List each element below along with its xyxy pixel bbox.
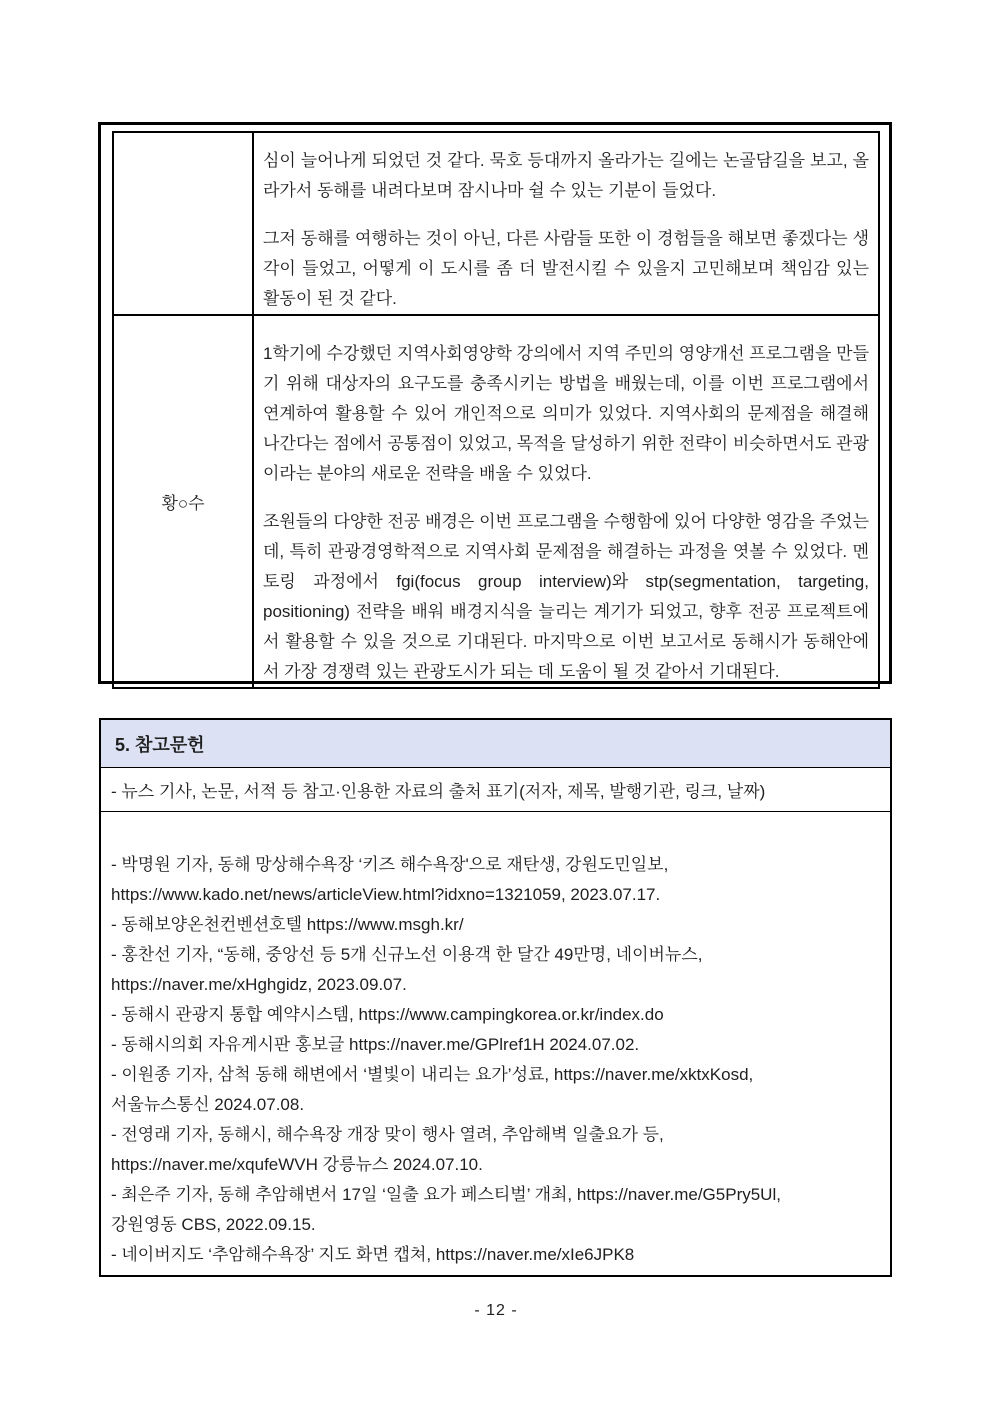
review-table [112, 131, 880, 689]
reference-line: - 동해시 관광지 통합 예약시스템, https://www.campingkorea.or.kr/index.do [111, 1005, 664, 1024]
review-row [113, 315, 879, 688]
reference-line: 서울뉴스통신 2024.07.08. [111, 1095, 305, 1114]
review-table-frame [98, 122, 892, 684]
reference-line: - 박명원 기자, 동해 망상해수욕장 ‘키즈 해수욕장'으로 재탄생, 강원도민일보, [111, 855, 669, 874]
references-description-row [101, 768, 890, 812]
review-paragraph: 그저 동해를 여행하는 것이 아닌, 다른 사람들 또한 이 경험들을 해보면 좋겠다는 생각이 들었고, 어떻게 이 도시를 좀 더 발전시킬 수 있을지 고민해보며 책임감 있는 활동이 된 것 같다. [263, 229, 869, 308]
page-number: - 12 - [474, 1302, 518, 1319]
reference-line: - 최은주 기자, 동해 추암해변서 17일 ‘일출 요가 페스티벌’ 개최, https://naver.me/G5Pry5Ul, [111, 1185, 781, 1204]
reference-line: https://naver.me/xHghgidz, 2023.09.07. [111, 975, 407, 994]
reference-line: - 동해시의회 자유게시판 홍보글 https://naver.me/GPlref1H 2024.07.02. [111, 1035, 640, 1054]
references-section-title: 5. 참고문헌 [115, 734, 205, 755]
review-paragraph: 심이 늘어나게 되었던 것 같다. 묵호 등대까지 올라가는 길에는 논골담길을 보고, 올라가서 동해를 내려다보며 잠시나마 쉴 수 있는 기분이 들었다. [263, 151, 869, 200]
references-section-header [101, 720, 890, 768]
reference-line: - 전영래 기자, 동해시, 해수욕장 개장 맞이 행사 열려, 추암해벽 일출요가 등, [111, 1125, 664, 1144]
reference-line: - 동해보양온천컨벤션호텔 https://www.msgh.kr/ [111, 915, 464, 934]
reference-line: 강원영동 CBS, 2022.09.15. [111, 1215, 316, 1234]
review-paragraph: 조원들의 다양한 전공 배경은 이번 프로그램을 수행함에 있어 다양한 영감을 주었는데, 특히 관광경영학적으로 지역사회 문제점을 해결하는 과정을 엿볼 수 있었다. 멘토링 과정에서 fgi(focus group interview)와 stp(segmentation, targeting, positioning) 전략을 배워 배경지식을 늘리는 계기가 되었고, 향후 전공 프로젝트에서 활용할 수 있을 것으로 기대된다. 마지막으로 이번 보고서로 동해시가 동해안에서 가장 경쟁력 있는 관광도시가 되는 데 도움이 될 것 같아서 기대된다. [263, 512, 869, 681]
reference-line: https://www.kado.net/news/articleView.html?idxno=1321059, 2023.07.17. [111, 885, 661, 904]
reference-line: - 이원종 기자, 삼척 동해 해변에서 ‘별빛이 내리는 요가’성료, https://naver.me/xktxKosd, [111, 1065, 754, 1084]
reference-line: - 홍찬선 기자, “동해, 중앙선 등 5개 신규노선 이용객 한 달간 49만명, 네이버뉴스, [111, 945, 703, 964]
review-row [113, 132, 879, 315]
reference-line: - 네이버지도 ‘추암해수욕장’ 지도 화면 캡쳐, https://naver.me/xIe6JPK8 [111, 1245, 635, 1264]
review-paragraph: 1학기에 수강했던 지역사회영양학 강의에서 지역 주민의 영양개선 프로그램을 만들기 위해 대상자의 요구도를 충족시키는 방법을 배웠는데, 이를 이번 프로그램에서 연계하여 활용할 수 있어 개인적으로 의미가 있었다. 지역사회의 문제점을 해결해 나간다는 점에서 공통점이 있었고, 목적을 달성하기 위한 전략이 비슷하면서도 관광이라는 분야의 새로운 전략을 배울 수 있었다. [263, 344, 869, 483]
review-text-cell [253, 132, 879, 315]
reviewer-name-cell [113, 132, 253, 315]
reference-line: https://naver.me/xqufeWVH 강릉뉴스 2024.07.10. [111, 1155, 483, 1174]
reviewer-name-cell: 황○수 [113, 315, 253, 688]
references-list [101, 812, 890, 1275]
references-section-frame [99, 718, 892, 1277]
review-text-cell [253, 315, 879, 688]
references-description: - 뉴스 기사, 논문, 서적 등 참고·인용한 자료의 출처 표기(저자, 제목, 발행기관, 링크, 날짜) [111, 782, 766, 801]
